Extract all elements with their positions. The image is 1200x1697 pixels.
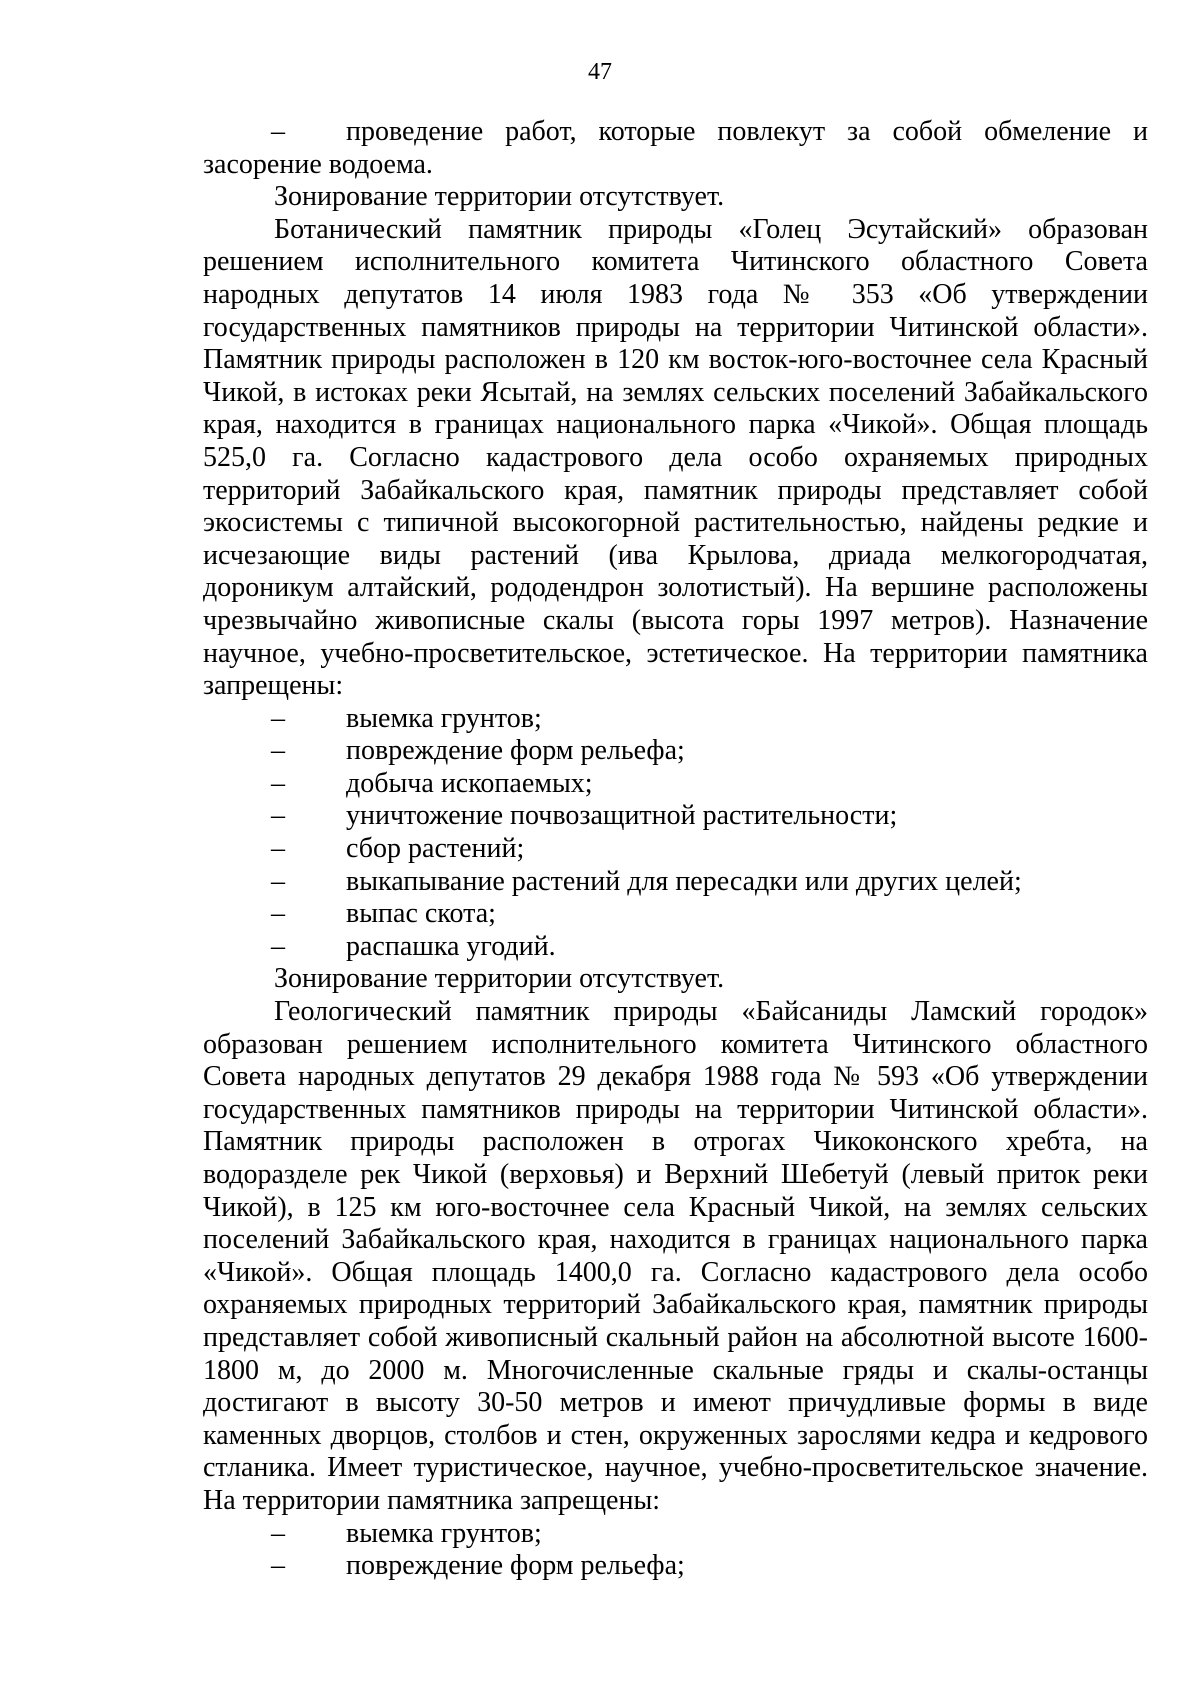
paragraph-line: народных депутатов 14 июля 1983 года № 353 «Об утверждении bbox=[203, 278, 1148, 310]
prohibitions-list bbox=[203, 1518, 1148, 1583]
list-item-text: повреждение форм рельефа; bbox=[346, 1550, 685, 1582]
paragraph-line: научное, учебно-просветительское, эстетическое. На территории памятника bbox=[203, 637, 1148, 669]
list-item-continuation: засорение водоема. bbox=[203, 148, 433, 180]
list-item bbox=[203, 116, 1148, 149]
list-dash: – bbox=[271, 833, 285, 865]
paragraph-line: представляет собой живописный скальный район на абсолютной высоте 1600- bbox=[203, 1321, 1148, 1353]
list-item bbox=[203, 931, 1148, 964]
paragraph-line: края, находится в границах национального парка «Чикой». Общая площадь bbox=[203, 409, 1148, 441]
paragraph-line: охраняемых природных территорий Забайкальского края, памятник природы bbox=[203, 1289, 1148, 1321]
paragraph-line: решением исполнительного комитета Читинского областного Совета bbox=[203, 246, 1148, 278]
list-dash: – bbox=[271, 865, 285, 897]
document-body bbox=[203, 116, 1148, 1583]
paragraph-line: Памятник природы расположен в 120 км восток-юго-восточнее села Красный bbox=[203, 344, 1148, 376]
paragraph-line: Геологический памятник природы «Байсаниды Ламский городок» bbox=[274, 996, 1148, 1028]
paragraph-line: Памятник природы расположен в отрогах Чикоконского хребта, на bbox=[203, 1126, 1148, 1158]
list-dash: – bbox=[271, 767, 285, 799]
paragraph-line: Чикой), в 125 км юго-восточнее села Красный Чикой, на землях сельских bbox=[203, 1191, 1148, 1223]
list-dash: – bbox=[271, 116, 285, 147]
list-dash: – bbox=[271, 1517, 285, 1549]
paragraph-line: поселений Забайкальского края, находится в границах национального парка bbox=[203, 1224, 1148, 1256]
paragraph-line: государственных памятников природы на территории Читинской области». bbox=[203, 1093, 1148, 1125]
paragraph-line: чрезвычайно живописные скалы (высота горы 1997 метров). Назначение bbox=[203, 604, 1148, 636]
list-item-text: выемка грунтов; bbox=[346, 702, 542, 734]
list-dash: – bbox=[271, 735, 285, 767]
geological-paragraph bbox=[203, 996, 1148, 1518]
list-item-text: выпас скота; bbox=[346, 898, 496, 930]
prohibitions-list bbox=[203, 703, 1148, 964]
list-item-text: выкапывание растений для пересадки или других целей; bbox=[346, 865, 1022, 897]
paragraph-line: исчезающие виды растений (ива Крылова, дриада мелкогородчатая, bbox=[203, 539, 1148, 571]
list-item-text: добыча ископаемых; bbox=[346, 767, 593, 799]
list-item bbox=[203, 703, 1148, 736]
list-item bbox=[203, 735, 1148, 768]
paragraph-line: Ботанический памятник природы «Голец Эсутайский» образован bbox=[274, 213, 1148, 245]
zoning-statement: Зонирование территории отсутствует. bbox=[274, 963, 725, 995]
list-item bbox=[203, 898, 1148, 931]
paragraph-line: экосистемы с типичной высокогорной растительностью, найдены редкие и bbox=[203, 507, 1148, 539]
list-item bbox=[203, 1518, 1148, 1551]
botanical-paragraph bbox=[203, 214, 1148, 703]
zoning-statement: Зонирование территории отсутствует. bbox=[274, 181, 725, 213]
paragraph-line: дороникум алтайский, рододендрон золотистый). На вершине расположены bbox=[203, 572, 1148, 604]
list-item-text: проведение работ, которые повлекут за собой обмеление и bbox=[346, 116, 1148, 147]
list-dash: – bbox=[271, 1550, 285, 1582]
list-dash: – bbox=[271, 800, 285, 832]
paragraph-line: стланика. Имеет туристическое, научное, учебно-просветительское значение. bbox=[203, 1452, 1148, 1484]
paragraph-line: На территории памятника запрещены: bbox=[203, 1484, 661, 1516]
list-dash: – bbox=[271, 930, 285, 962]
paragraph-line: Чикой, в истоках реки Ясытай, на землях сельских поселений Забайкальского bbox=[203, 376, 1148, 408]
list-item bbox=[203, 768, 1148, 801]
list-item-text: повреждение форм рельефа; bbox=[346, 735, 685, 767]
paragraph-line: территорий Забайкальского края, памятник природы представляет собой bbox=[203, 474, 1148, 506]
paragraph-line: образован решением исполнительного комитета Читинского областного bbox=[203, 1028, 1148, 1060]
list-dash: – bbox=[271, 898, 285, 930]
paragraph-line: «Чикой». Общая площадь 1400,0 га. Согласно кадастрового дела особо bbox=[203, 1256, 1148, 1288]
paragraph-line: водоразделе рек Чикой (верховья) и Верхний Шебетуй (левый приток реки bbox=[203, 1159, 1148, 1190]
list-item bbox=[203, 866, 1148, 899]
list-item bbox=[203, 1550, 1148, 1583]
paragraph-line: 1800 м, до 2000 м. Многочисленные скальные гряды и скалы-останцы bbox=[203, 1354, 1148, 1386]
list-item bbox=[203, 800, 1148, 833]
list-item-text: сбор растений; bbox=[346, 833, 525, 865]
list-dash: – bbox=[271, 702, 285, 734]
list-item-text: уничтожение почвозащитной растительности; bbox=[346, 800, 898, 832]
list-item-text: распашка угодий. bbox=[346, 930, 556, 962]
page-number: 47 bbox=[588, 59, 612, 85]
paragraph-line: каменных дворцов, столбов и стен, окруженных зарослями кедра и кедрового bbox=[203, 1419, 1148, 1451]
paragraph-line: запрещены: bbox=[203, 670, 344, 702]
list-item bbox=[203, 833, 1148, 866]
list-item-text: выемка грунтов; bbox=[346, 1517, 542, 1549]
paragraph-line: 525,0 га. Согласно кадастрового дела особо охраняемых природных bbox=[203, 441, 1148, 473]
paragraph-line: государственных памятников природы на территории Читинской области». bbox=[203, 311, 1148, 343]
paragraph-line: Совета народных депутатов 29 декабря 1988 года № 593 «Об утверждении bbox=[203, 1061, 1148, 1093]
paragraph-line: достигают в высоту 30-50 метров и имеют причудливые формы в виде bbox=[203, 1387, 1148, 1419]
